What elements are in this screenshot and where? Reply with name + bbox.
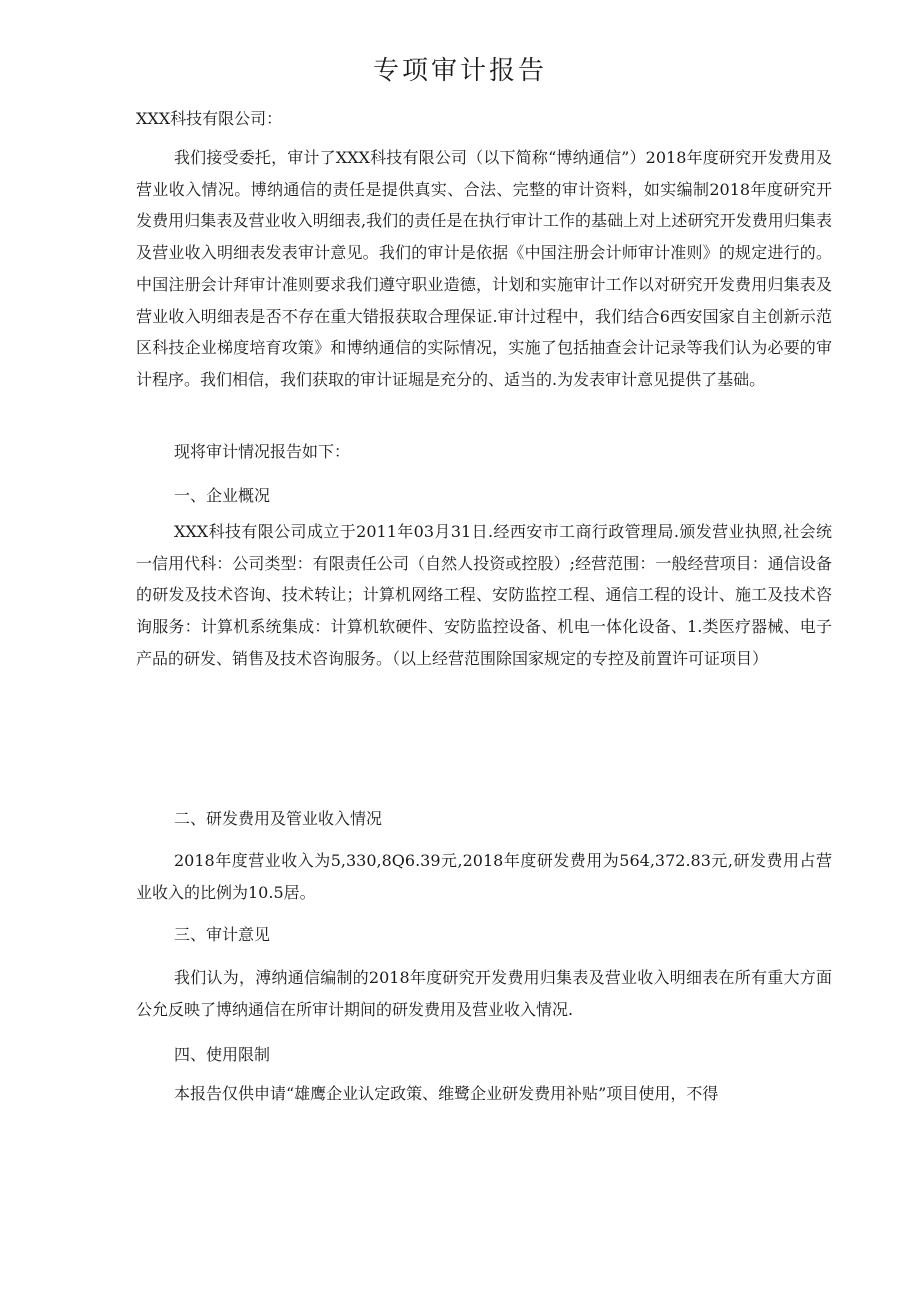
intro-paragraph: 我们接受委托，审计了XXX科技有限公司（以下简称“博纳通信”）2018年度研究开发费用及营业收入情况。博纳通信的责任是提供真实、合法、完整的审计资料，如实编制2018年度研究开发费用归集表及营业收入明细表,我们的责任是在执行审计工作的基础上对上述研究开发费用归集表及营业收入明细表发表审计意见。我们的审计是依据《中国注册会计师审计准则》的规定进行的。中国注册会计拜审计准则要求我们遵守职业造德，计划和实施审计工作以对研究开发费用归集表及营业收入明细表是否不存在重大错报获取合理保证.审计过程中，我们结合6西安国家自主创新示范区科技企业梯度培育攻策》和博纳通信的实际情况，实施了包括抽查会计记录等我们认为必要的审计程序。我们相信，我们获取的审计证堀是充分的、适当的.为发表审计意见提供了基础。 xyxy=(136,148,832,389)
report-lead: 现将审计情况报告如下： xyxy=(174,442,351,461)
section4-body: 本报告仅供申请“雄鹰企业认定政策、维鹭企业研发费用补贴”项目使用，不得 xyxy=(174,1084,719,1103)
section1-body: XXX科技有限公司成立于2011年03月31日.经西安市工商行政管理局.颁发营业执照,社会统一信用代科：公司类型：有限责任公司（自然人投资或控股）;经营范围：一般经营项目：通信设备的研发及技术咨询、技术转让；计算机网络工程、安防监控工程、通信工程的设计、施工及技术咨询服务：计算机系统集成：计算机软硬件、安防监控设备、机电一体化设备、1.类医疗器械、电子产品的研发、销售及技术咨询服务。（以上经营范围除国家规定的专控及前置许可证项目） xyxy=(136,522,832,668)
section4-heading: 四、使用限制 xyxy=(174,1045,271,1064)
section3-heading: 三、审计意见 xyxy=(174,925,271,944)
section1-heading: 一、企业概况 xyxy=(174,486,271,505)
report-title: 专项审计报告 xyxy=(372,56,547,86)
salutation: XXX科技有限公司： xyxy=(136,109,283,128)
section2-body: 2018年度营业收入为5,330,8Q6.39元,2018年度研发费用为564,372.83元,研发费用占营业收入的比例为10.5居。 xyxy=(136,851,832,902)
section3-body: 我们认为，溥纳通信编制的2018年度研究开发费用归集表及营业收入明细表在所有重大方面公允反映了博纳通信在所审计期间的研发费用及营业收入情况. xyxy=(136,968,832,1019)
section2-heading: 二、研发费用及管业收入情况 xyxy=(174,809,383,828)
